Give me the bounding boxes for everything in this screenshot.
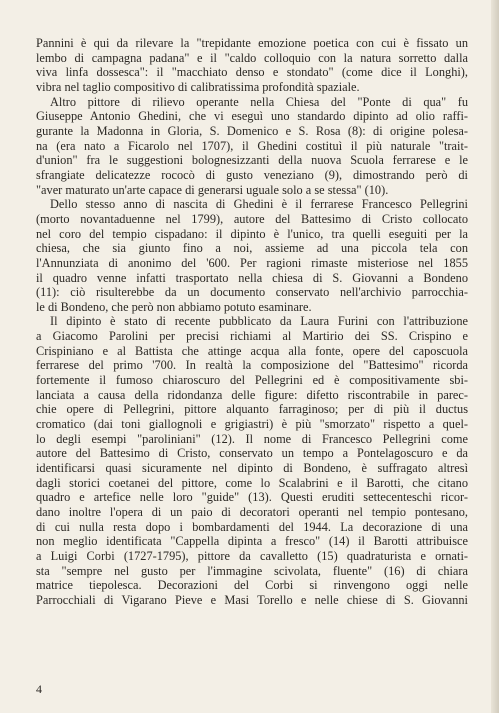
text-line: il quadro venne infatti trasportato nella chiesa di S. Giovanni a Bondeno — [36, 270, 468, 285]
paragraph-1 — [36, 36, 468, 95]
text-line: sta "sempre nel gusto per l'immagine scivolata, fluente" (16) di chiara — [36, 563, 468, 578]
text-line: nel coro del tempio cispadano: il dipinto è l'unico, tra quelli eseguiti per la — [36, 226, 468, 241]
text-line: fortemente il fumoso chiaroscuro del Pellegrini ed è compositivamente sbi- — [36, 373, 468, 388]
text-line: Altro pittore di rilievo operante nella Chiesa del "Ponte di qua" fu — [50, 94, 468, 109]
text-line: na (era nato a Ficarolo nel 1707), il Ghedini costituì il più naturale "trait- — [36, 138, 468, 153]
text-line: ferrarese del primo '700. In realtà la composizione del "Battesimo" ricorda — [36, 358, 468, 373]
body-text — [36, 36, 468, 608]
text-line: identificarsi quasi sicuramente nel dipinto di Bondeno, è suffragato altresì — [36, 461, 468, 476]
text-line: le di Bondeno, che però non abbiamo potuto esaminare. — [36, 299, 312, 314]
text-line: d'union" fra le suggestioni bolognesizzanti della nuova Scuola ferrarese e le — [36, 153, 468, 168]
text-line: dano inoltre l'opera di un paio di decoratori operanti nel tempio pontesano, — [36, 505, 468, 519]
text-line: l'Annunziata di anonimo del '600. Per ragioni rimaste misteriose nel 1855 — [36, 255, 468, 270]
text-line: chie opere di Pellegrini, pittore alquanto farraginoso; per di più il ductus — [36, 402, 468, 417]
text-line: di cui nulla resta dopo i bombardamenti del 1944. La decorazione di una — [36, 519, 468, 534]
text-line: chiesa, che sia giunto fino a noi, assieme ad una piccola tela con — [36, 241, 468, 256]
text-line: quadro e artefice nelle loro "guide" (13). Questi eruditi settecenteschi ricor- — [36, 490, 468, 505]
text-line: matrice tiepolesca. Decorazioni del Corbi si rinvengono oggi nelle — [36, 578, 468, 593]
text-line: gurante la Madonna in Gloria, S. Domenico e S. Rosa (8): di origine polesa- — [36, 123, 468, 138]
text-line: cromatico (dai toni giallognoli e grigiastri) è più "smorzato" rispetto a quel- — [36, 417, 468, 432]
paragraph-4 — [36, 314, 468, 607]
text-line: lembo di campagna padana" e il "caldo colloquio con la natura sorretto dalla — [36, 50, 468, 65]
text-line: Parrocchiali di Vigarano Pieve e Masi Torello e nelle chiese di S. Giovanni — [36, 592, 468, 607]
text-line: Pannini è qui da rilevare la "trepidante emozione poetica con cui è fissato un — [36, 36, 468, 50]
text-line: Giuseppe Antonio Ghedini, che vi eseguì uno standardo dipinto ad olio raffi- — [36, 109, 468, 124]
text-line: viva linfa dossesca": il "macchiato denso e stondato" (come dice il Longhi), — [36, 65, 468, 80]
text-line: a Giacomo Parolini per precisi richiami al Martirio dei SS. Crispino e — [36, 329, 468, 344]
paragraph-2 — [36, 95, 468, 198]
text-line: (morto novantaduenne nel 1799), autore del Battesimo di Cristo collocato — [36, 211, 468, 226]
text-line: non meglio identificata "Cappella dipinta a fresco" (14) il Barotti attribuisce — [36, 534, 468, 549]
text-line: (11): ciò risulterebbe da un documento conservato nell'archivio parrocchia- — [36, 285, 468, 300]
page-edge-shadow — [491, 0, 499, 713]
text-line: sfrangiate delicatezze rococò di gusto veneziano (9), dimostrando però di — [36, 167, 468, 182]
text-line: Crispiniano e al Battista che attinge acqua alla fonte, opere del caposcuola — [36, 343, 468, 358]
paragraph-3 — [36, 197, 468, 314]
text-line: "aver maturato un'arte capace di generarsi uguale solo a se stessa" (10). — [36, 182, 389, 197]
text-line: a Luigi Corbi (1727-1795), pittore da cavalletto (15) quadraturista e ornati- — [36, 548, 468, 563]
text-line: lanciata a causa della ridondanza delle figure: difetto riscontrabile in parec- — [36, 387, 468, 402]
text-line: lo degli esempi "paroliniani" (12). Il nome di Francesco Pellegrini come — [36, 431, 468, 446]
text-line: Il dipinto è stato di recente pubblicato da Laura Furini con l'attribuzione — [50, 314, 468, 329]
text-line: Dello stesso anno di nascita di Ghedini è il ferrarese Francesco Pellegrini — [50, 197, 468, 212]
text-line: autore del Battesimo di Cristo, conservato un tempo a Pontelagoscuro e da — [36, 446, 468, 461]
page-number: 4 — [36, 682, 42, 696]
text-line: vibra nel taglio compositivo di calibratissima profondità spaziale. — [36, 79, 360, 94]
text-line: dagli storici coetanei del pittore, come lo Scalabrini e il Barotti, che citano — [36, 475, 468, 490]
